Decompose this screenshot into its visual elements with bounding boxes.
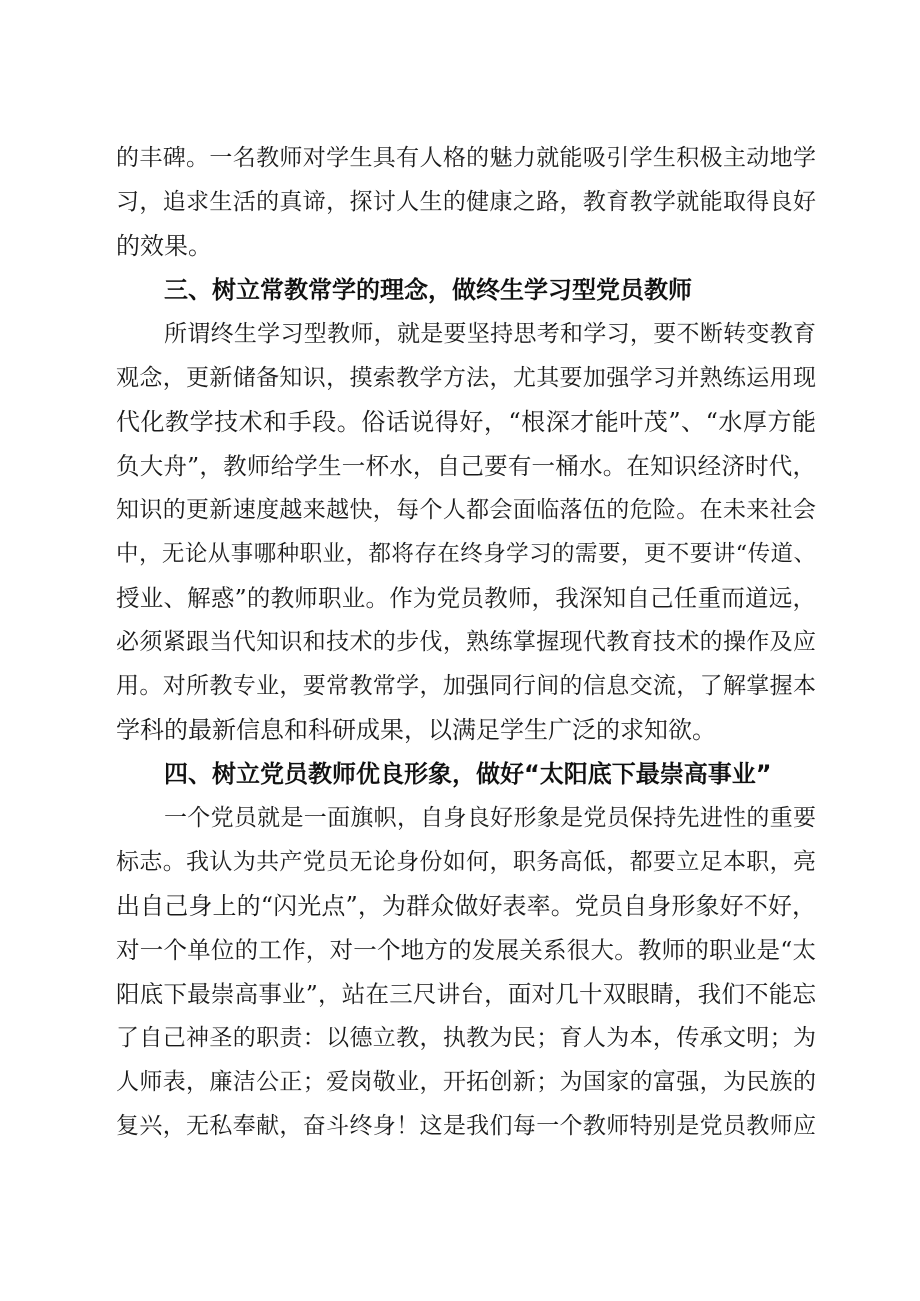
section3-heading: 三、树立常教常学的理念，做终生学习型党员教师	[164, 276, 692, 304]
section3-line-9: 用。对所教专业，要常教常学，加强同行间的信息交流，了解掌握本	[116, 673, 816, 699]
section4-line-8: 复兴，无私奉献，奋斗终身！这是我们每一个教师特别是党员教师应	[116, 1113, 816, 1139]
section3-line-2: 观念，更新储备知识，摸索教学方法，尤其要加强学习并熟练运用现	[116, 365, 816, 391]
intro-line-1: 的丰碑。一名教师对学生具有人格的魅力就能吸引学生积极主动地学	[116, 145, 816, 171]
section4-line-5: 阳底下最崇高事业”，站在三尺讲台，面对几十双眼睛，我们不能忘	[116, 980, 816, 1008]
intro-line-2: 习，追求生活的真谛，探讨人生的健康之路，教育教学就能取得良好	[116, 189, 816, 215]
section3-line-3: 代化教学技术和手段。俗话说得好，“根深才能叶茂”、“水厚方能	[116, 408, 816, 436]
section3-line-4: 负大舟”，教师给学生一杯水，自己要有一桶水。在知识经济时代，	[116, 452, 816, 480]
section3-line-6: 中，无论从事哪种职业，都将存在终身学习的需要，更不要讲“传道、	[116, 541, 816, 567]
section4-heading: 四、树立党员教师优良形象，做好“太阳底下最崇高事业”	[164, 760, 772, 788]
section4-line-7: 人师表，廉洁公正；爱岗敬业，开拓创新；为国家的富强，为民族的	[116, 1069, 816, 1095]
intro-line-3: 的效果。	[116, 232, 212, 260]
section4-line-6: 了自己神圣的职责：以德立教，执教为民；育人为本，传承文明；为	[116, 1025, 816, 1051]
section4-line-2: 标志。我认为共产党员无论身份如何，职务高低，都要立足本职，亮	[116, 849, 816, 875]
section3-line-1: 所谓终生学习型教师，就是要坚持思考和学习，要不断转变教育	[164, 321, 816, 347]
section4-line-3: 出自己身上的“闪光点”，为群众做好表率。党员自身形象好不好，	[116, 892, 816, 920]
section4-line-1: 一个党员就是一面旗帜，自身良好形象是党员保持先进性的重要	[164, 805, 816, 831]
section3-line-10: 学科的最新信息和科研成果，以满足学生广泛的求知欲。	[116, 716, 716, 744]
section4-line-4: 对一个单位的工作，对一个地方的发展关系很大。教师的职业是“太	[116, 936, 816, 964]
section3-line-8: 必须紧跟当代知识和技术的步伐，熟练掌握现代教育技术的操作及应	[116, 629, 816, 655]
section3-line-7: 授业、解惑”的教师职业。作为党员教师，我深知自己任重而道远，	[116, 584, 816, 612]
section3-line-5: 知识的更新速度越来越快，每个人都会面临落伍的危险。在未来社会	[116, 497, 816, 523]
